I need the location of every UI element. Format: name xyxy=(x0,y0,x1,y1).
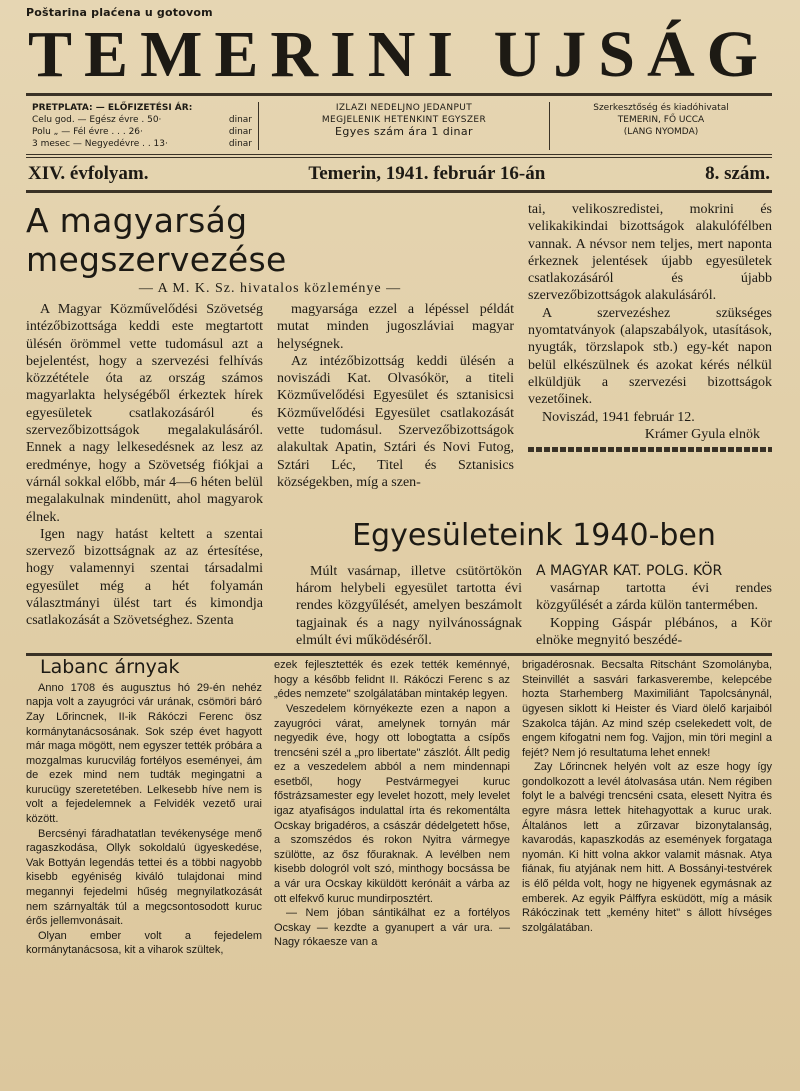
issue-rule xyxy=(26,190,772,193)
article-column: tai, velikoszredistei, mokrini és velikakikindai bizottságok alakulófélben vannak. A névsor nem teljes, mert naponta érkeznek jelentések újabb egyesületek csatlakozásáról és újabb szervezőbizottságok alakulásáról. A szervezéshez szükséges nyomtatványok (alapszabályok, utasítások, nyugták, törzslapok stb.) egy-két napon belül elkészülnek és azokat kérés nélkül elküldjük a szervezési bizottságok vezetőinek. Noviszád, 1941 február 12. Krámer Gyula elnök xyxy=(528,202,772,442)
article-column: Múlt vasárnap, illetve csütörtökön három helybeli egyesület tartotta évi rendes közgyűlését, amelyen beszámolt tagjainak és a nagy nyilvánosságnak elmúlt évi működéséről. xyxy=(296,563,522,648)
info-bar xyxy=(26,98,772,155)
prices-header: PRETPLATA: — ELŐFIZETÉSI ÁR: xyxy=(32,103,193,113)
price-row: Polu „ — Fél évre . . . 26· dinar xyxy=(32,127,252,137)
issue-line xyxy=(26,160,772,188)
article-subtitle: — A M. K. Sz. hivatalos közleménye — xyxy=(138,281,402,296)
volume: XIV. évfolyam. xyxy=(28,163,149,184)
masthead: TEMERINI UJSÁG xyxy=(28,18,770,91)
article-column: magyarsága ezzel a lépéssel példát mutat minden jugoszláviai magyar helységnek. Az intézőbizottság keddi ülésén a noviszádi Kat. Olvasókör, a titeli Közművelődési Egyesület és sztanisicsi Közművelődési Egyesület csatlakozását vette tudomásul. Szervezőbizottságok alakultak Apatin, Sztári és Novi Futog, Sztári Léc, Titel és Sztanisics községekben, míg a szen- xyxy=(277,302,514,490)
article-column: A Magyar Közművelődési Szövetség intézőbizottsága keddi este megtartott ülésén örömmel vette tudomásul azt a bejelentést, hogy a szervezési felhívás közzététele óta az ország számos magyarlakta helységéből érkeztek hírek egyesületek csatlakozásáról és szervezőbizottságok megalakulásáról. Ennek a nagy lelkesedésnek az lesz az eredménye, hogy a Szövetség fiókjai a várnál sokkal előbb, már 4—6 héten belül megalakulnak mindenütt, ahol magyarok élnek. Igen nagy hatást keltett a szentai szervező bizottságnak az az értesítése, hogy valamennyi szentai társadalmi egyesület még a hét folyamán választmányi ülést tart és kimondja csatlakozását a Szövetséghez. Szenta xyxy=(26,302,263,629)
article-column: A MAGYAR KAT. POLG. KÖR vasárnap tartotta évi rendes közgyűlését a zárda külön tantermében. Kopping Gáspár plébános, a Kör elnöke megnyitó beszédé- xyxy=(536,562,772,648)
price-row: 3 mesec — Negyedévre . . 13· dinar xyxy=(32,139,252,149)
section-divider xyxy=(528,447,772,452)
article-labanc xyxy=(26,658,772,958)
signature: Krámer Gyula elnök xyxy=(644,426,760,442)
article-title: Labanc árnyak xyxy=(40,656,180,679)
section-heading: A MAGYAR KAT. POLG. KÖR xyxy=(536,562,723,579)
issue-date: Temerin, 1941. február 16-án xyxy=(308,163,546,184)
subscription-prices xyxy=(26,102,259,150)
article-title: A magyarság megszervezése xyxy=(26,201,287,279)
postage-note: Poštarina plaćena u gotovom xyxy=(26,6,213,19)
article-column: brigadérosnak. Becsalta Ritschánt Szomolányba, Steinvillét a sasvári farkasverembe, kelepcébe hozta Starhemberg Maximiliánt Tapolcsánynál, ügyesen siklott ki Heister és Viard ölelő karjaiból Szakolca táján. Az mind szép cselekedett volt, de engem kifogatni nem fog. Vajjon, min töri meginl a fejét? Nem jó resultatuma lehet ennek! Zay Lőrincnek helyén volt az esze hogy így gondolkozott a levél átolvasása után. Nem régiben folyt le a balvégi trencséni csata, elesett Nyitra és egyre másra lettek hitehagyottak a kuruc urak. Általános lett a zűrzavar bizonytalanság, kavarodás, kapaszkodás az események forgataga nyomán. Ki hitt volna akkor valamit másnak. Atya fiának, fiu atyjának nem hitt. A Bossányi-testvérek is élő példa volt, hogy ne higyenek egymásnak az emberek. Az egyik Pálffyra esküdött, míg a másik Rákóczinak tett „kemény hitet" s állott hívséges szolgálatában. xyxy=(522,659,772,934)
article-title: Egyesületeink 1940-ben xyxy=(352,517,716,553)
editorial-office: Szerkesztőség és kiadóhivatal TEMERIN, FŐ UCCA (LANG NYOMDA) xyxy=(593,103,729,137)
article-column: Labanc árnyak Anno 1708 és augusztus hó 29-én nehéz napja volt a zayugróci vár urának, csömöri báró Zay Lőrincnek, II-ik Rákóczi Ferenc ösz kormánytanácsosának. Sok szép évet hagyott már maga mögött, nem egyszer tették próbára a mozgalmas kurucvilág fortélyos eseményei, ám de ezek mind nem tudták megingatni a kurucügy szeretetében. Lelkesebb híve nem is volt a fejedelemnek a Felvidék vezető urai között. Bercsényi fáradhatatlan tevékenysége menő ragaszkodása, Ollyk sokoldalú ügyeskedése, Vak Bottyán legendás tettei és a többi nagyobb kisebb egyéniség kiváló tulajdonai mind megannyi fejedelmi hűség megnyilatkozását nem szárnyalták túl a megcsontosodott kuruc érős jellemvonásait. Olyan ember volt a fejedelem kormánytanácsosa, kit a viharok szültek, xyxy=(26,656,262,957)
issue-number: 8. szám. xyxy=(705,163,770,184)
publication-info: IZLAZI NEDELJNO JEDANPUT MEGJELENIK HETENKINT EGYSZER Egyes szám ára 1 dinar xyxy=(259,102,550,150)
masthead-rule xyxy=(26,93,772,96)
info-rule xyxy=(26,157,772,158)
price-row: Celu god. — Egész évre . 50· dinar xyxy=(32,115,252,125)
article-column: ezek fejlesztették és ezek tették keménnyé, hogy a később felidnt II. Rákóczi Ferenc s az „édes nemzete" szolgálatában mintakép legyen. Veszedelem környékezte ezen a napon a zayugróci várat, amelynek tornyán már negyedik éve, hogy ott lobogtatta a csípős trencséni szél a „pro libertate" zászlót. Állt pedig ez a veszedelem abból a nem mindennapi esetből, hogy Pestvármegyei kuruc főstrázsamester egy levelet hozott, mely levelet igaz atyafiságos indulattal írta és rekomentálta Ocskay brigadéros, a császár dédelgetett hőse, a szomszédos és rokon Nyitra vármegye szülötte, az ősz főuraknak. A levélben nem kisebb dologról volt szó, minthogy bocsássa be a vár ura Ocskay kiküldött kerónáit a várba az ott elfekvő kuruc mundirposztért. — Nem jóban sántikálhat ez a fortélyos Ocskay — kezdte a gyanupert a vár ura. — Nagy rókaesze van a xyxy=(274,659,510,949)
